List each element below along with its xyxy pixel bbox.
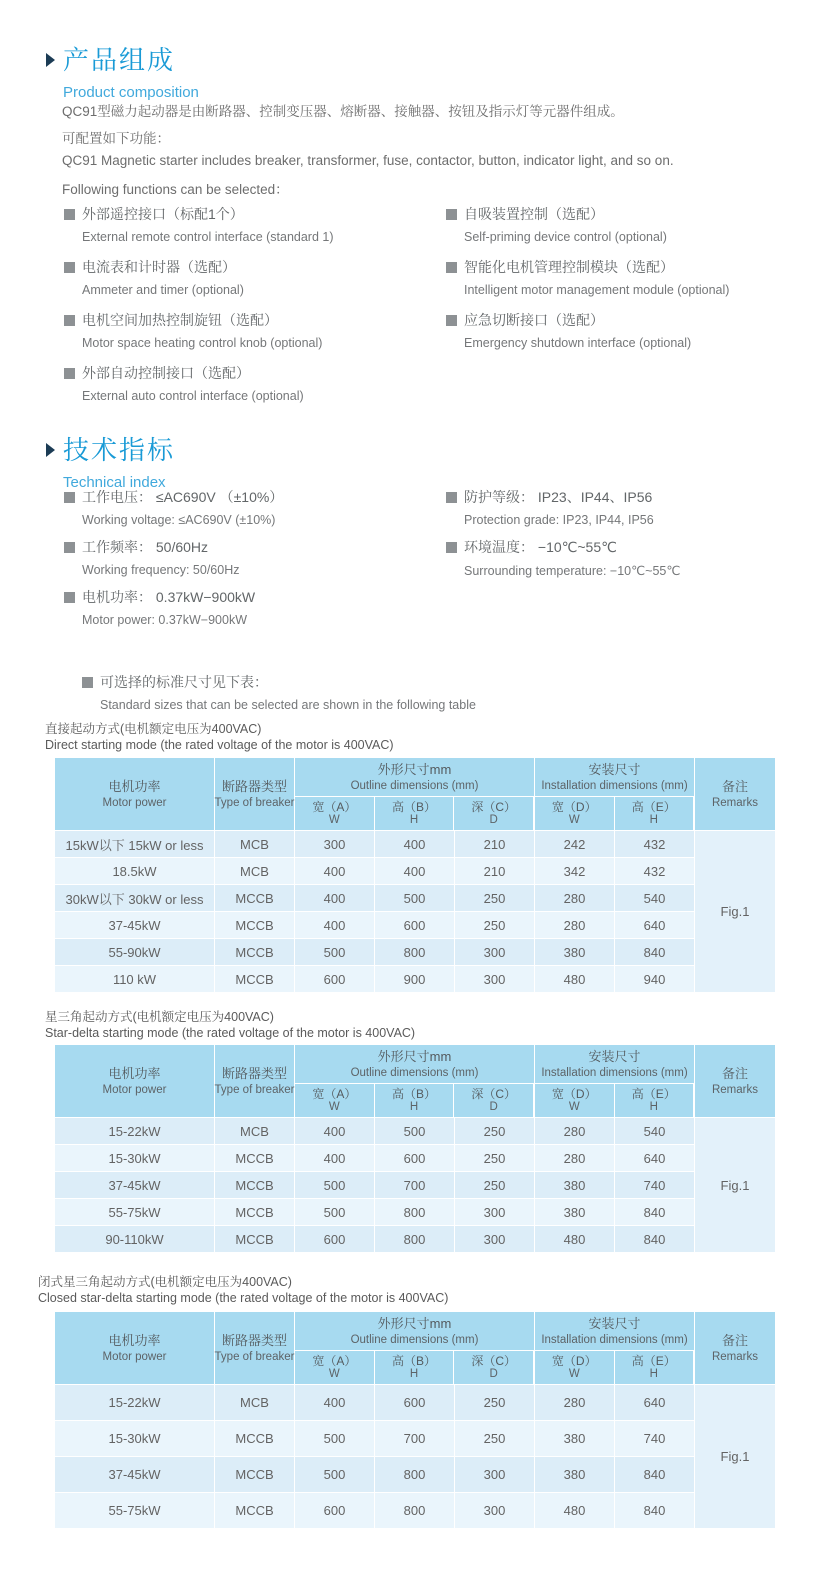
cell-motor-power: 37-45kW (55, 1172, 215, 1198)
cell-height-e: 640 (615, 1145, 695, 1171)
table-header (55, 1312, 695, 1384)
feature-label-en: External auto control interface (optional) (82, 389, 304, 403)
square-bullet-icon (64, 262, 75, 273)
header-motor-power: 电机功率 Motor power (55, 1312, 215, 1384)
square-bullet-icon (446, 315, 457, 326)
feature-item (446, 257, 826, 297)
cell-width-d: 380 (535, 939, 615, 965)
square-bullet-icon (64, 542, 75, 553)
header-installation-dimensions (535, 758, 695, 830)
spec-label-en: Surrounding temperature: −10℃~55℃ (464, 564, 681, 578)
cell-height-e: 640 (615, 912, 695, 938)
header-col-a: 宽（A） W (295, 1351, 375, 1384)
header-remarks-en: Remarks (711, 796, 758, 809)
spec-label-en: Protection grade: IP23, IP44, IP56 (464, 513, 654, 527)
square-bullet-icon (64, 209, 75, 220)
cell-motor-power: 55-75kW (55, 1493, 215, 1528)
cell-height-e: 840 (615, 939, 695, 965)
feature-label-cn: 电机空间加热控制旋钮（选配） (82, 312, 278, 328)
square-bullet-icon (82, 677, 93, 688)
cell-depth-c: 250 (455, 1172, 535, 1198)
square-bullet-icon (446, 492, 457, 503)
intro-line-en-2: Following functions can be selected： (62, 182, 289, 197)
cell-depth-c: 300 (455, 1226, 535, 1252)
cell-breaker-type: MCB (215, 1118, 295, 1144)
cell-breaker-type: MCCB (215, 885, 295, 911)
feature-label-en: External remote control interface (standard 1) (82, 230, 334, 244)
feature-item (446, 204, 826, 244)
header-col-b: 高（B） H (375, 1351, 455, 1384)
header-outline-dimensions: 外形尺寸mm Outline dimensions (mm) 宽（A） W 高（B） H 深（C） D (295, 1312, 535, 1384)
feature-label-cn: 自吸装置控制（选配） (464, 206, 604, 222)
spec-label-cn: 环境温度： −10℃~55℃ (464, 539, 617, 555)
cell-width-d: 280 (535, 1118, 615, 1144)
cell-width-a: 400 (295, 858, 375, 884)
cell-motor-power: 18.5kW (55, 858, 215, 884)
specs-right-column (446, 487, 826, 588)
cell-depth-c: 300 (455, 939, 535, 965)
square-bullet-icon (446, 209, 457, 220)
cell-breaker-type: MCCB (215, 1493, 295, 1528)
spec-label-cn: 工作频率： 50/60Hz (82, 539, 209, 555)
header-col-d: 宽（D） W (535, 797, 615, 830)
cell-height-e: 540 (615, 885, 695, 911)
cell-depth-c: 300 (455, 966, 535, 992)
cell-breaker-type: MCCB (215, 912, 295, 938)
table-row (55, 1384, 695, 1420)
square-bullet-icon (446, 542, 457, 553)
cell-height-b: 700 (375, 1172, 455, 1198)
header-col-b: 高（B） H (375, 797, 455, 830)
header-col-e: 高（E） H (615, 1084, 695, 1117)
cell-motor-power: 90-110kW (55, 1226, 215, 1252)
cell-depth-c: 300 (455, 1199, 535, 1225)
intro-line-cn-1: QC91型磁力起动器是由断路器、控制变压器、熔断器、接触器、按钮及指示灯等元器件组成。 (62, 104, 624, 119)
cell-height-e: 940 (615, 966, 695, 992)
square-bullet-icon (64, 368, 75, 379)
cell-width-a: 300 (295, 831, 375, 857)
cell-width-a: 600 (295, 1226, 375, 1252)
header-motor-power (55, 758, 215, 830)
cell-width-d: 242 (535, 831, 615, 857)
cell-depth-c: 250 (455, 1145, 535, 1171)
section-title-en: Technical index (63, 474, 166, 491)
feature-label-en: Motor space heating control knob (optional) (82, 336, 323, 350)
table-body (55, 1384, 695, 1528)
cell-motor-power: 15-22kW (55, 1118, 215, 1144)
sizes-note-en: Standard sizes that can be selected are shown in the following table (100, 698, 476, 712)
header-motor-power-cn: 电机功率 (108, 778, 161, 794)
cell-height-b: 800 (375, 1226, 455, 1252)
cell-height-b: 500 (375, 1118, 455, 1144)
table-row (55, 1198, 695, 1225)
header-col-e: 高（E） H (615, 1351, 695, 1384)
table1-title-en: Direct starting mode (the rated voltage of the motor is 400VAC) (45, 738, 394, 752)
cell-motor-power: 55-90kW (55, 939, 215, 965)
cell-height-b: 400 (375, 831, 455, 857)
table-row (55, 830, 695, 857)
header-col-b: 高（B） H (375, 1084, 455, 1117)
cell-height-b: 600 (375, 1145, 455, 1171)
header-installation-dimensions: 安装尺寸 Installation dimensions (mm) 宽（D） W 高（E） H (535, 1045, 695, 1117)
feature-label-cn: 智能化电机管理控制模块（选配） (464, 259, 674, 275)
table-row (55, 911, 695, 938)
header-col-a: 宽（A） W (295, 1084, 375, 1117)
cell-width-a: 600 (295, 1493, 375, 1528)
header-col-c: 深（C） D (454, 1351, 534, 1384)
cell-motor-power: 15-30kW (55, 1145, 215, 1171)
feature-item (64, 204, 444, 244)
remark-value: Fig.1 (695, 1384, 775, 1528)
table-row (55, 1171, 695, 1198)
section-product-composition-header (46, 40, 199, 101)
cell-height-b: 800 (375, 1199, 455, 1225)
feature-label-cn: 应急切断接口（选配） (464, 312, 604, 328)
features-right-column (446, 204, 826, 363)
cell-depth-c: 250 (455, 885, 535, 911)
cell-width-a: 500 (295, 1421, 375, 1456)
table-row (55, 857, 695, 884)
cell-breaker-type: MCCB (215, 1457, 295, 1492)
table3-title-en: Closed star-delta starting mode (the rated voltage of the motor is 400VAC) (38, 1291, 449, 1305)
cell-width-d: 480 (535, 966, 615, 992)
cell-depth-c: 250 (455, 1421, 535, 1456)
spec-label-cn: 防护等级： IP23、IP44、IP56 (464, 489, 653, 505)
features-left-column (64, 204, 444, 416)
cell-height-b: 900 (375, 966, 455, 992)
cell-breaker-type: MCCB (215, 1145, 295, 1171)
cell-depth-c: 250 (455, 1385, 535, 1420)
cell-depth-c: 210 (455, 831, 535, 857)
cell-height-b: 800 (375, 939, 455, 965)
square-bullet-icon (446, 262, 457, 273)
section-title-en: Product composition (63, 84, 199, 101)
header-col-d: 宽（D） W (535, 1084, 615, 1117)
header-breaker-cn: 断路器类型 (221, 778, 287, 794)
header-col-c: 深（C） D (454, 797, 534, 830)
feature-label-en: Intelligent motor management module (optional) (464, 283, 730, 297)
cell-motor-power: 15kW以下 15kW or less (55, 831, 215, 857)
cell-motor-power: 37-45kW (55, 912, 215, 938)
cell-depth-c: 300 (455, 1493, 535, 1528)
cell-width-a: 400 (295, 1118, 375, 1144)
table-row (55, 1492, 695, 1528)
header-outline-dimensions: 外形尺寸mm Outline dimensions (mm) 宽（A） W 高（B） H 深（C） D (295, 1045, 535, 1117)
cell-breaker-type: MCCB (215, 1172, 295, 1198)
header-col-d: 宽（D） W (535, 1351, 615, 1384)
intro-line-cn-2: 可配置如下功能： (62, 131, 170, 146)
cell-height-e: 540 (615, 1118, 695, 1144)
cell-height-e: 740 (615, 1421, 695, 1456)
cell-height-b: 800 (375, 1457, 455, 1492)
header-breaker-type: 断路器类型 Type of breaker (215, 1045, 295, 1117)
cell-motor-power: 110 kW (55, 966, 215, 992)
cell-depth-c: 300 (455, 1457, 535, 1492)
header-installation-dimensions: 安装尺寸 Installation dimensions (mm) 宽（D） W 高（E） H (535, 1312, 695, 1384)
cell-height-e: 840 (615, 1199, 695, 1225)
cell-width-d: 480 (535, 1226, 615, 1252)
section-technical-index-header (46, 430, 175, 491)
cell-width-a: 500 (295, 939, 375, 965)
spec-item (446, 537, 826, 578)
table-body (55, 1117, 695, 1252)
remark-value: Fig.1 (695, 830, 775, 992)
cell-width-d: 280 (535, 885, 615, 911)
specs-left-column (64, 487, 444, 637)
header-remarks (695, 758, 775, 830)
cell-width-a: 400 (295, 1145, 375, 1171)
triangle-bullet-icon (46, 53, 55, 67)
spec-label-en: Working voltage: ≤AC690V (±10%) (82, 513, 276, 527)
spec-label-cn: 电机功率： 0.37kW−900kW (82, 589, 256, 605)
square-bullet-icon (64, 592, 75, 603)
header-outline-dimensions (295, 758, 535, 830)
cell-breaker-type: MCCB (215, 1226, 295, 1252)
cell-width-d: 380 (535, 1457, 615, 1492)
spec-item (64, 487, 444, 527)
header-col-a: 宽（A） W (295, 797, 375, 830)
direct-starting-table (55, 758, 775, 992)
feature-label-en: Self-priming device control (optional) (464, 230, 667, 244)
cell-breaker-type: MCB (215, 1385, 295, 1420)
cell-motor-power: 30kW以下 30kW or less (55, 885, 215, 911)
header-remarks: 备注 Remarks (695, 1045, 775, 1117)
cell-height-b: 600 (375, 912, 455, 938)
cell-height-e: 640 (615, 1385, 695, 1420)
table-row (55, 1420, 695, 1456)
cell-height-e: 840 (615, 1226, 695, 1252)
cell-width-d: 280 (535, 1145, 615, 1171)
table-row (55, 965, 695, 992)
header-breaker-type: 断路器类型 Type of breaker (215, 1312, 295, 1384)
table-body (55, 830, 695, 992)
spec-label-en: Motor power: 0.37kW−900kW (82, 613, 247, 627)
feature-label-cn: 电流表和计时器（选配） (82, 259, 236, 275)
header-install-en: Installation dimensions (mm) (541, 779, 688, 792)
cell-depth-c: 250 (455, 1118, 535, 1144)
cell-height-b: 400 (375, 858, 455, 884)
feature-item (446, 310, 826, 350)
table-header (55, 1045, 695, 1117)
table-row (55, 938, 695, 965)
cell-width-d: 380 (535, 1421, 615, 1456)
feature-label-cn: 外部自动控制接口（选配） (82, 365, 250, 381)
table2-title-cn: 星三角起动方式(电机额定电压为400VAC) (45, 1010, 274, 1024)
cell-height-e: 840 (615, 1493, 695, 1528)
spec-item (64, 537, 444, 577)
spec-item (64, 587, 444, 627)
cell-breaker-type: MCCB (215, 966, 295, 992)
table2-title-en: Star-delta starting mode (the rated voltage of the motor is 400VAC) (45, 1026, 416, 1040)
feature-label-en: Emergency shutdown interface (optional) (464, 336, 692, 350)
cell-depth-c: 250 (455, 912, 535, 938)
cell-height-b: 800 (375, 1493, 455, 1528)
cell-motor-power: 55-75kW (55, 1199, 215, 1225)
table-row (55, 884, 695, 911)
header-col-c: 深（C） D (454, 1084, 534, 1117)
cell-motor-power: 15-30kW (55, 1421, 215, 1456)
header-outline-en: Outline dimensions (mm) (350, 779, 479, 792)
cell-height-b: 700 (375, 1421, 455, 1456)
cell-depth-c: 210 (455, 858, 535, 884)
cell-breaker-type: MCCB (215, 1199, 295, 1225)
cell-width-a: 500 (295, 1457, 375, 1492)
cell-width-d: 342 (535, 858, 615, 884)
cell-width-d: 380 (535, 1172, 615, 1198)
spec-item (446, 487, 826, 527)
cell-height-e: 432 (615, 858, 695, 884)
table-row (55, 1144, 695, 1171)
intro-line-en-1: QC91 Magnetic starter includes breaker, transformer, fuse, contactor, button, indicator light, and so on. (62, 153, 674, 168)
cell-motor-power: 15-22kW (55, 1385, 215, 1420)
remarks-column (695, 758, 775, 992)
cell-breaker-type: MCCB (215, 939, 295, 965)
cell-width-a: 500 (295, 1199, 375, 1225)
cell-breaker-type: MCCB (215, 1421, 295, 1456)
feature-item (64, 363, 444, 403)
square-bullet-icon (64, 315, 75, 326)
table-header (55, 758, 695, 830)
table-row (55, 1225, 695, 1252)
cell-height-e: 840 (615, 1457, 695, 1492)
remarks-column (695, 1045, 775, 1252)
header-install-cn: 安装尺寸 (588, 761, 641, 777)
table-row (55, 1456, 695, 1492)
cell-width-a: 400 (295, 912, 375, 938)
cell-width-d: 480 (535, 1493, 615, 1528)
square-bullet-icon (64, 492, 75, 503)
cell-height-e: 740 (615, 1172, 695, 1198)
feature-item (64, 257, 444, 297)
table3-title-cn: 闭式星三角起动方式(电机额定电压为400VAC) (38, 1275, 292, 1289)
spec-label-cn: 工作电压： ≤AC690V （±10%） (82, 489, 284, 505)
cell-width-a: 400 (295, 885, 375, 911)
feature-label-cn: 外部遥控接口（标配1个） (82, 206, 244, 222)
header-motor-power: 电机功率 Motor power (55, 1045, 215, 1117)
spec-label-en: Working frequency: 50/60Hz (82, 563, 240, 577)
header-outline-cn: 外形尺寸mm (377, 761, 452, 777)
cell-width-d: 280 (535, 1385, 615, 1420)
table-row (55, 1117, 695, 1144)
remark-value: Fig.1 (695, 1117, 775, 1252)
cell-height-e: 432 (615, 831, 695, 857)
header-remarks-cn: 备注 (721, 778, 748, 794)
cell-width-a: 600 (295, 966, 375, 992)
star-delta-table (55, 1045, 775, 1252)
triangle-bullet-icon (46, 443, 55, 457)
feature-item (64, 310, 444, 350)
cell-width-d: 380 (535, 1199, 615, 1225)
table1-title-cn: 直接起动方式(电机额定电压为400VAC) (45, 722, 262, 736)
cell-motor-power: 37-45kW (55, 1457, 215, 1492)
remarks-column (695, 1312, 775, 1528)
header-breaker-en: Type of breaker (214, 796, 295, 809)
closed-star-delta-table (55, 1312, 775, 1528)
standard-sizes-note (82, 672, 476, 725)
sizes-note-cn: 可选择的标准尺寸见下表： (100, 674, 268, 690)
cell-breaker-type: MCB (215, 831, 295, 857)
section-title-cn: 技术指标 (63, 435, 176, 465)
section-title-cn: 产品组成 (63, 45, 176, 75)
cell-height-b: 600 (375, 1385, 455, 1420)
cell-width-d: 280 (535, 912, 615, 938)
feature-label-en: Ammeter and timer (optional) (82, 283, 244, 297)
header-breaker-type (215, 758, 295, 830)
cell-width-a: 400 (295, 1385, 375, 1420)
header-motor-power-en: Motor power (102, 796, 167, 809)
cell-breaker-type: MCB (215, 858, 295, 884)
header-remarks: 备注 Remarks (695, 1312, 775, 1384)
header-col-e: 高（E） H (615, 797, 695, 830)
cell-height-b: 500 (375, 885, 455, 911)
cell-width-a: 500 (295, 1172, 375, 1198)
